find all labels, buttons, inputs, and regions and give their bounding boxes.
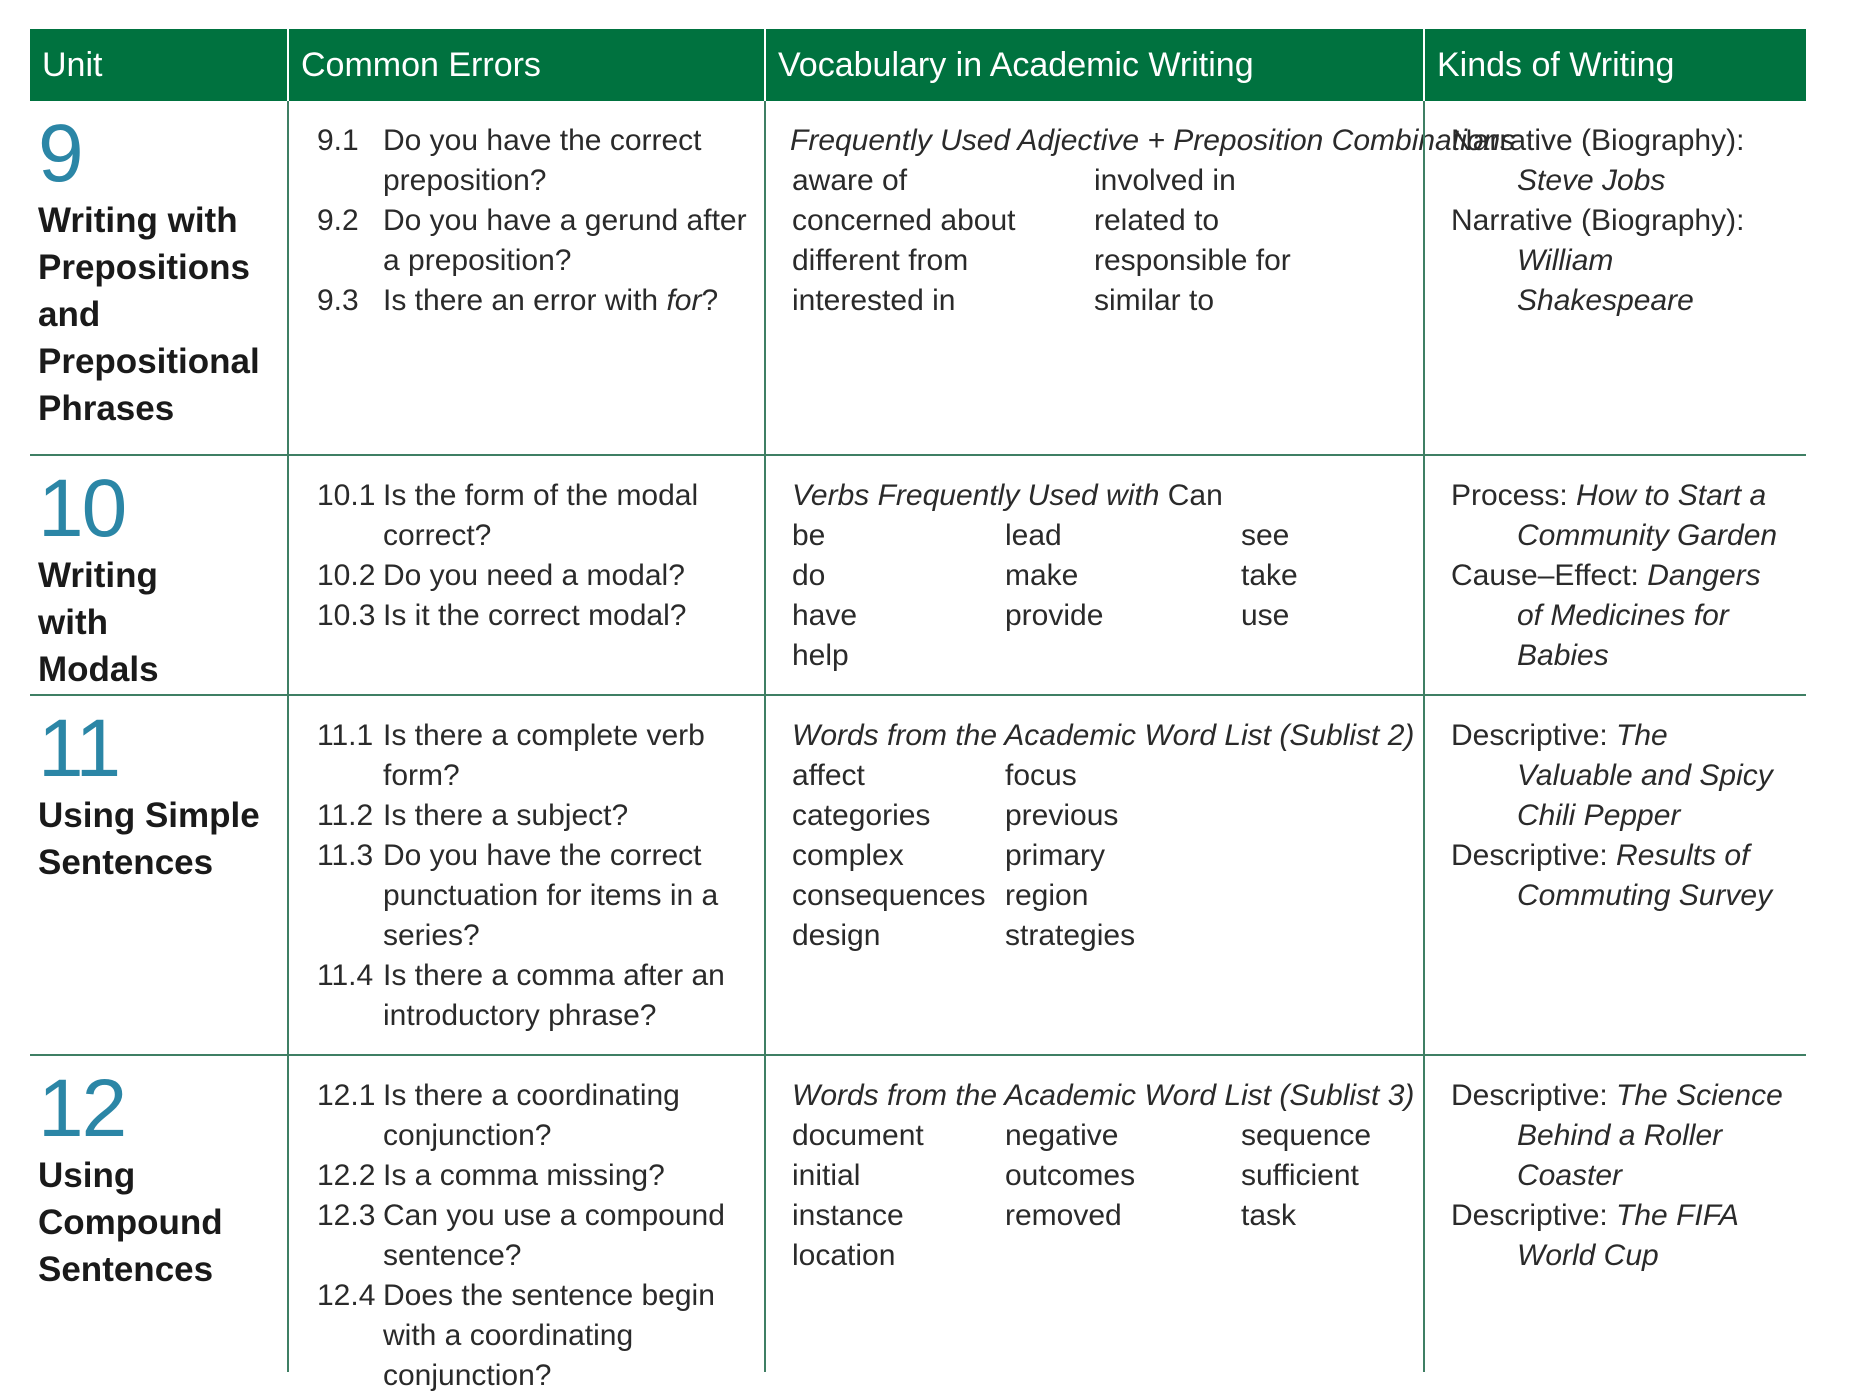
- error-number: 11.1: [317, 719, 374, 752]
- error-text: Do you have the correct punctuation for items in a series?: [383, 839, 719, 952]
- error-item: [317, 836, 764, 956]
- error-item: [317, 476, 764, 556]
- header-unit: Unit: [42, 46, 103, 84]
- kind-of-writing: Descriptive: The Valuable and Spicy Chili Pepper: [1451, 719, 1773, 832]
- error-text: Does the sentence begin with a coordinating conjunction?: [383, 1279, 715, 1392]
- table-row-unit-12: [30, 1056, 1806, 1392]
- vocab-word: instance: [792, 1199, 904, 1232]
- error-number: 12.2: [317, 1159, 376, 1192]
- kind-of-writing: Descriptive: The Science Behind a Roller Coaster: [1451, 1079, 1783, 1192]
- vocab-word: involved in: [1094, 164, 1236, 197]
- error-text: Is there a comma after an introductory phrase?: [383, 959, 725, 1032]
- vocabulary-cell: [764, 456, 1423, 694]
- kind-of-writing: Descriptive: The FIFA World Cup: [1451, 1199, 1738, 1272]
- error-number: 10.2: [317, 559, 376, 592]
- table-row-unit-10: [30, 456, 1806, 696]
- vocabulary-cell: [764, 1056, 1423, 1372]
- vocab-word: make: [1005, 559, 1079, 592]
- error-number: 12.3: [317, 1199, 376, 1232]
- kinds-cell: [1423, 696, 1806, 1054]
- table-header: [30, 29, 1806, 101]
- error-item: [317, 716, 764, 796]
- unit-number: 9: [38, 108, 82, 199]
- error-item: [317, 121, 764, 201]
- unit-cell: [30, 456, 287, 694]
- error-number: 12.1: [317, 1079, 376, 1112]
- kind-of-writing: Cause–Effect: Dangers of Medicines for Babies: [1451, 559, 1761, 672]
- error-item: [317, 281, 764, 321]
- vocab-word: sequence: [1241, 1119, 1372, 1152]
- vocabulary-heading: Words from the Academic Word List (Sublist 2): [792, 719, 1415, 752]
- vocab-word: concerned about: [792, 204, 1016, 237]
- error-text: Is the form of the modal correct?: [383, 479, 699, 552]
- error-number: 11.2: [317, 799, 374, 832]
- error-item: [317, 596, 764, 636]
- vocabulary-words: [792, 756, 1423, 956]
- vocab-word: aware of: [792, 164, 908, 197]
- vocab-word: negative: [1005, 1119, 1119, 1152]
- kinds-cell: [1423, 101, 1806, 454]
- vocabulary-cell: [764, 101, 1516, 454]
- vocab-word: use: [1241, 599, 1290, 632]
- vocab-word: previous: [1005, 799, 1119, 832]
- vocabulary-heading: Verbs Frequently Used with Can: [792, 479, 1223, 512]
- vocabulary-cell: [764, 696, 1423, 1054]
- unit-cell: [30, 1056, 287, 1372]
- error-item: [317, 1156, 764, 1196]
- vocab-word: see: [1241, 519, 1290, 552]
- vocab-word: sufficient: [1241, 1159, 1359, 1192]
- vocab-word: strategies: [1005, 919, 1136, 952]
- vocab-word: lead: [1005, 519, 1062, 552]
- vocab-word: outcomes: [1005, 1159, 1136, 1192]
- error-item: [317, 201, 764, 281]
- errors-cell: [287, 696, 764, 1054]
- error-number: 9.2: [317, 204, 359, 237]
- error-text: Can you use a compound sentence?: [383, 1199, 725, 1272]
- vocab-word: responsible for: [1094, 244, 1291, 277]
- unit-number: 12: [38, 1063, 126, 1154]
- error-number: 9.3: [317, 284, 359, 317]
- error-text: Do you have the correct preposition?: [383, 124, 702, 197]
- error-number: 12.4: [317, 1279, 376, 1312]
- vocab-word: have: [792, 599, 858, 632]
- error-number: 11.3: [317, 839, 374, 872]
- vocab-word: related to: [1094, 204, 1220, 237]
- table-row-unit-9: [30, 101, 1806, 456]
- vocab-word: do: [792, 559, 826, 592]
- kinds-cell: [1423, 1056, 1806, 1372]
- vocab-word: removed: [1005, 1199, 1122, 1232]
- vocab-word: categories: [792, 799, 931, 832]
- vocab-word: provide: [1005, 599, 1104, 632]
- error-text: Is there a subject?: [383, 799, 629, 832]
- vocabulary-heading: Frequently Used Adjective + Preposition Combinations: [790, 124, 1516, 157]
- error-number: 11.4: [317, 959, 374, 992]
- vocab-word: location: [792, 1239, 896, 1272]
- vocab-word: design: [792, 919, 881, 952]
- vocab-word: region: [1005, 879, 1089, 912]
- error-text: Is there a coordinating conjunction?: [383, 1079, 680, 1152]
- error-text: Is a comma missing?: [383, 1159, 665, 1192]
- kind-of-writing: Narrative (Biography): William Shakespeare: [1451, 204, 1745, 317]
- header-kinds-of-writing: Kinds of Writing: [1423, 29, 1806, 101]
- vocab-word: be: [792, 519, 826, 552]
- unit-title: Writing with Modals: [38, 556, 159, 689]
- error-item: [317, 556, 764, 596]
- error-item: [317, 1196, 764, 1276]
- kind-of-writing: Descriptive: Results of Commuting Survey: [1451, 839, 1773, 912]
- vocab-word: interested in: [792, 284, 956, 317]
- vocabulary-heading: Words from the Academic Word List (Sublist 3): [792, 1079, 1415, 1112]
- header-vocabulary: Vocabulary in Academic Writing: [764, 29, 1423, 101]
- vocabulary-words: [792, 1116, 1423, 1276]
- vocab-word: affect: [792, 759, 865, 792]
- error-number: 10.3: [317, 599, 376, 632]
- vocab-word: document: [792, 1119, 924, 1152]
- contents-table: [30, 29, 1806, 1392]
- vocab-word: focus: [1005, 759, 1077, 792]
- vocab-word: initial: [792, 1159, 861, 1192]
- errors-cell: [287, 1056, 764, 1392]
- error-text: Is it the correct modal?: [383, 599, 687, 632]
- kinds-cell: [1423, 456, 1806, 694]
- unit-cell: [30, 101, 287, 454]
- error-text: Is there a complete verb form?: [383, 719, 705, 792]
- error-number: 10.1: [317, 479, 376, 512]
- error-item: [317, 796, 764, 836]
- vocab-word: take: [1241, 559, 1298, 592]
- errors-cell: [287, 456, 764, 694]
- error-number: 9.1: [317, 124, 359, 157]
- unit-number: 10: [38, 463, 126, 554]
- unit-title: Using Compound Sentences: [38, 1156, 223, 1289]
- unit-number: 11: [38, 703, 120, 794]
- error-item: [317, 1076, 764, 1156]
- vocab-word: primary: [1005, 839, 1106, 872]
- kind-of-writing: Process: How to Start a Community Garden: [1451, 479, 1778, 552]
- unit-title: Using Simple Sentences: [38, 796, 260, 882]
- vocabulary-words: [792, 516, 1423, 676]
- kind-of-writing: Narrative (Biography): Steve Jobs: [1451, 124, 1745, 197]
- table-row-unit-11: [30, 696, 1806, 1056]
- unit-cell: [30, 696, 287, 1054]
- error-text: Is there an error with for?: [383, 284, 719, 317]
- vocabulary-words: [792, 161, 1423, 321]
- vocab-word: different from: [792, 244, 969, 277]
- error-text: Do you have a gerund after a preposition?: [383, 204, 747, 277]
- vocab-word: consequences: [792, 879, 986, 912]
- unit-title: Writing with Prepositions and Prepositional Phrases: [38, 201, 260, 428]
- vocab-word: task: [1241, 1199, 1297, 1232]
- error-text: Do you need a modal?: [383, 559, 685, 592]
- vocab-word: similar to: [1094, 284, 1215, 317]
- vocab-word: help: [792, 639, 849, 672]
- header-common-errors: Common Errors: [287, 29, 764, 101]
- errors-cell: [287, 101, 764, 454]
- vocab-word: complex: [792, 839, 904, 872]
- error-item: [317, 956, 764, 1036]
- error-item: [317, 1276, 764, 1396]
